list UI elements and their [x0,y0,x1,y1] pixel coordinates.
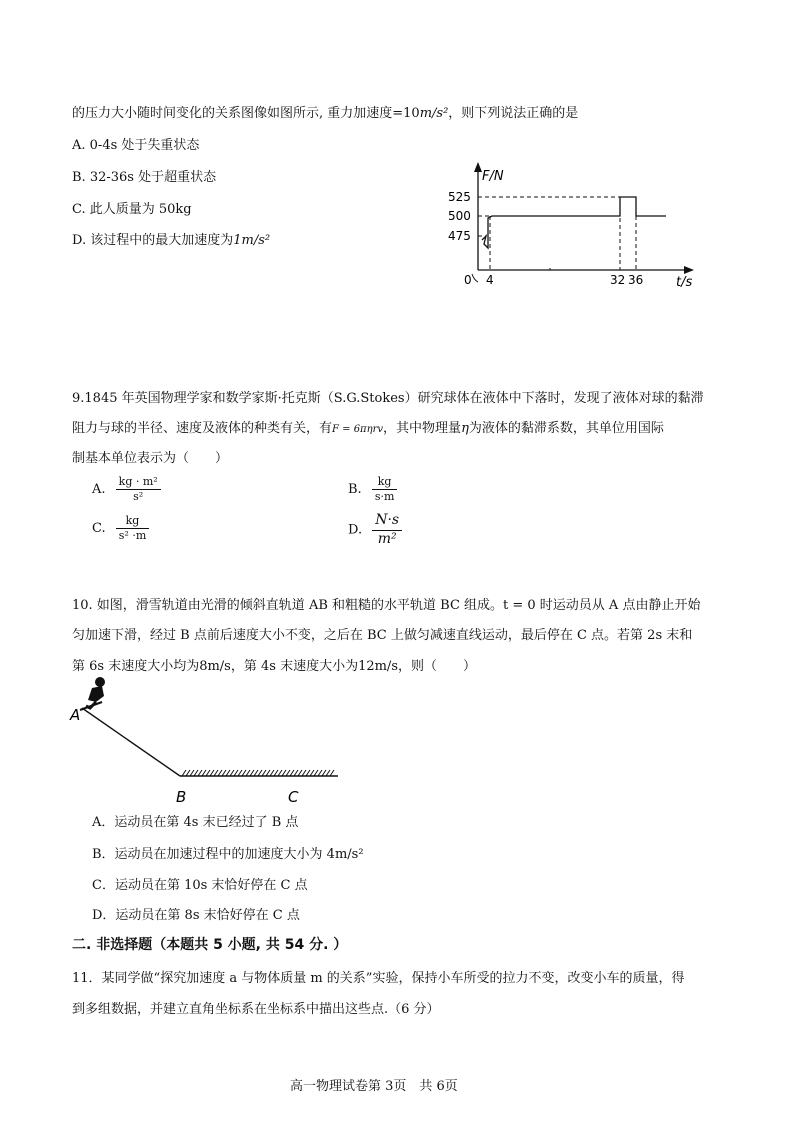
q9-option-d-den: m² [377,530,397,547]
page-footer: 高一物理试卷第 3页 共 6页 [290,1079,458,1094]
graph-x-tick-36: 36 [628,273,644,287]
q9-option-b [348,475,397,504]
graph-x-tick-0: 0 [464,273,472,287]
q9-option-c-fraction [116,514,149,543]
q9-option-b-fraction [372,475,398,504]
track-bc-hatching [182,770,334,776]
q9-option-a-fraction [116,475,161,504]
q9-option-a [92,475,161,504]
q9-option-c-num: kg [116,514,149,529]
q10-line2: 匀加速下滑，经过 B 点前后速度大小不变，之后在 BC 上做匀减速直线运动，最后停在 C 点。若第 2s 末和 [72,628,693,643]
track-point-a: A [70,706,81,724]
q8-option-a: A. 0-4s 处于失重状态 [72,138,200,153]
q8-stem [72,102,578,121]
q9-option-b-num: kg [372,475,398,490]
q10-option-c: C．运动员在第 10s 末恰好停在 C 点 [92,878,308,893]
q8-option-c: C. 此人质量为 50kg [72,202,192,217]
q8-stem-text: 的压力大小随时间变化的关系图像如图所示, 重力加速度=10 [72,106,420,121]
q9-line2-a: 阻力与球的半径、速度及液体的种类有关，有 [72,421,333,436]
q8-option-b: B. 32-36s 处于超重状态 [72,170,217,185]
q9-option-d-num: N·s [372,512,402,531]
skier-icon [80,677,105,710]
q8-force-time-graph [440,160,710,300]
graph-y-label: F/N [482,169,504,184]
q10-line1: 10. 如图，滑雪轨道由光滑的倾斜直轨道 AB 和粗糙的水平轨道 BC 组成。t = 0 时运动员从 A 点由静止开始 [72,598,701,613]
graph-x-tick-4: 4 [486,273,494,287]
track-point-b: B [176,788,187,806]
graph-x-tick-32: 32 [610,273,626,287]
q9-line2 [72,417,664,436]
q11-line1: 11．某同学做“探究加速度 a 与物体质量 m 的关系”实验，保持小车所受的拉力不变，改变小车的质量，得 [72,971,685,986]
q8-option-d-unit: 1m/s² [233,233,271,248]
q8-stem-unit: m/s² [419,106,449,121]
graph-origin-mark [472,274,478,282]
q9-option-a-den: s² [133,489,144,503]
q9-line2-b: ，其中物理量 [383,421,462,436]
q9-option-d-letter: D. [348,522,363,538]
graph-x-arrow [684,266,694,274]
q9-option-b-letter: B. [348,481,362,497]
graph-x-label: t/s [676,275,693,290]
q9-option-d-fraction [372,512,402,548]
q8-option-d-text: D. 该过程中的最大加速度为 [72,233,234,248]
graph-y-tick-525: 525 [448,190,471,204]
graph-y-tick-475: 475 [448,229,471,243]
q9-line3: 制基本单位表示为（ ） [72,451,229,466]
q11-line2: 到多组数据，并建立直角坐标系在坐标系中描出这些点.（6 分） [72,1002,440,1017]
q10-ski-track-figure [66,672,356,808]
q9-formula: F = 6πηrv [332,424,384,435]
section2-title: 二. 非选择题（本题共 5 小题, 共 54 分. ） [72,937,348,953]
q8-stem-tail: ，则下列说法正确的是 [448,106,579,121]
q9-option-c [92,514,149,543]
q9-option-a-letter: A. [92,481,106,497]
track-ab [82,708,180,776]
q9-line2-c: 为液体的黏滞系数，其单位用国际 [468,421,664,436]
q9-option-a-num: kg · m² [116,475,161,490]
q10-line3: 第 6s 末速度大小均为8m/s，第 4s 末速度大小为12m/s，则（ ） [72,659,476,674]
q10-option-a: A．运动员在第 4s 末已经过了 B 点 [92,815,299,830]
q9-option-c-letter: C. [92,520,106,536]
q9-line1: 9.1845 年英国物理学家和数学家斯·托克斯（S.G.Stokes）研究球体在液体中下落时，发现了液体对球的黏滞 [72,391,704,406]
q9-option-d [348,512,402,548]
q9-option-b-den: s·m [374,489,395,503]
graph-y-tick-500: 500 [448,209,471,223]
q10-option-b: B．运动员在加速过程中的加速度大小为 4m/s² [92,847,364,862]
q8-option-d [72,229,270,248]
q9-option-c-den: s² ·m [118,528,147,542]
graph-force-curve [482,197,666,248]
track-point-c: C [288,788,299,806]
graph-y-arrow [474,162,482,172]
q9-eta: η [461,421,469,436]
q10-option-d: D．运动员在第 8s 末恰好停在 C 点 [92,908,300,923]
